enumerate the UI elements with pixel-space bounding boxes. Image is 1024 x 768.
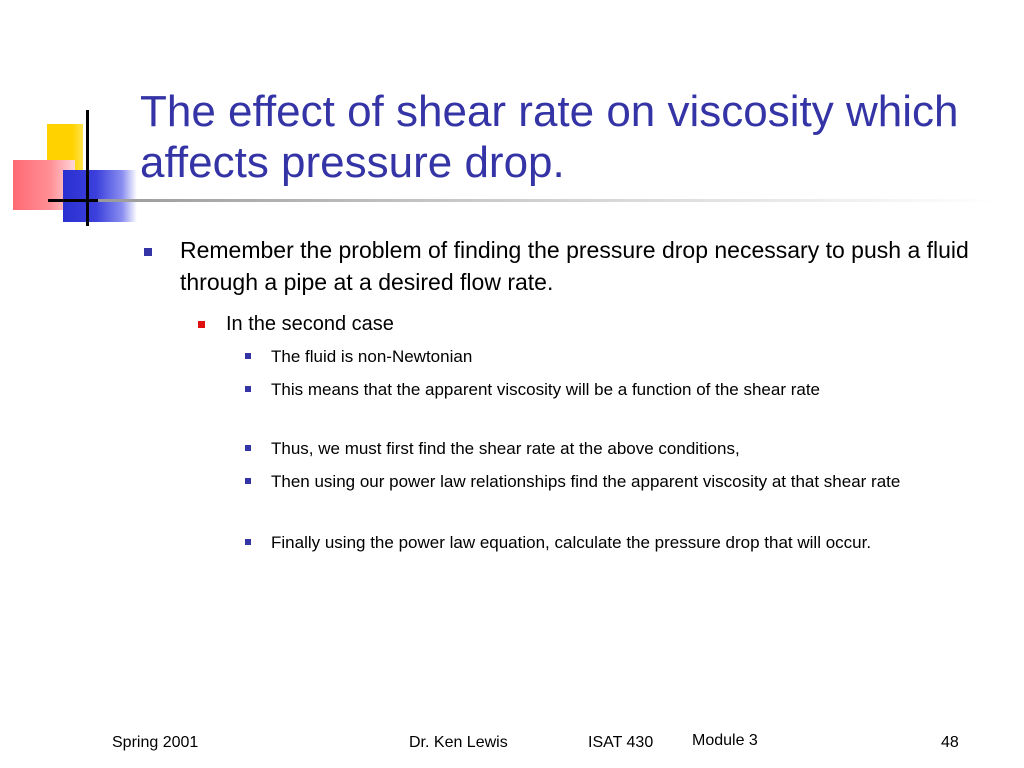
bullet-text: Thus, we must first find the shear rate at the above conditions,: [271, 439, 740, 458]
square-bullet-icon: [245, 478, 251, 484]
footer-date: Spring 2001: [112, 734, 199, 751]
bullet-text: The fluid is non-Newtonian: [271, 347, 473, 366]
square-bullet-icon: [245, 386, 251, 392]
footer-author: Dr. Ken Lewis: [409, 734, 508, 751]
bullet-text: In the second case: [226, 313, 394, 335]
bullet-text: Remember the problem of finding the pressure drop necessary to push a fluid through a pipe at a desired flow rate.: [180, 237, 969, 295]
bullet-level-3: [271, 469, 981, 494]
footer-course: ISAT 430: [588, 734, 654, 751]
square-bullet-icon: [245, 353, 251, 359]
slide-title: The effect of shear rate on viscosity which affects pressure drop.: [140, 87, 959, 187]
square-bullet-icon: [198, 321, 205, 328]
square-bullet-icon: [144, 248, 152, 256]
blue-square-decoration: [63, 170, 137, 222]
square-bullet-icon: [245, 539, 251, 545]
bullet-level-3: [271, 344, 981, 369]
bullet-level-3: [271, 530, 981, 555]
bullet-text: This means that the apparent viscosity will be a function of the shear rate: [271, 380, 821, 399]
vertical-rule: [86, 110, 89, 226]
bullet-text: Finally using the power law equation, calculate the pressure drop that will occur.: [271, 533, 872, 552]
decorative-logo: [0, 0, 150, 240]
square-bullet-icon: [245, 445, 251, 451]
bullet-level-2: [226, 310, 986, 338]
bullet-level-1: [180, 234, 980, 298]
footer-module: Module 3: [692, 732, 758, 749]
bullet-text: Then using our power law relationships find the apparent viscosity at that shear rate: [271, 472, 901, 491]
horizontal-rule-dark: [48, 199, 98, 202]
bullet-level-3: [271, 377, 981, 402]
title-underline: [98, 199, 998, 202]
footer-page-number: 48: [941, 734, 959, 751]
bullet-level-3: [271, 436, 981, 461]
